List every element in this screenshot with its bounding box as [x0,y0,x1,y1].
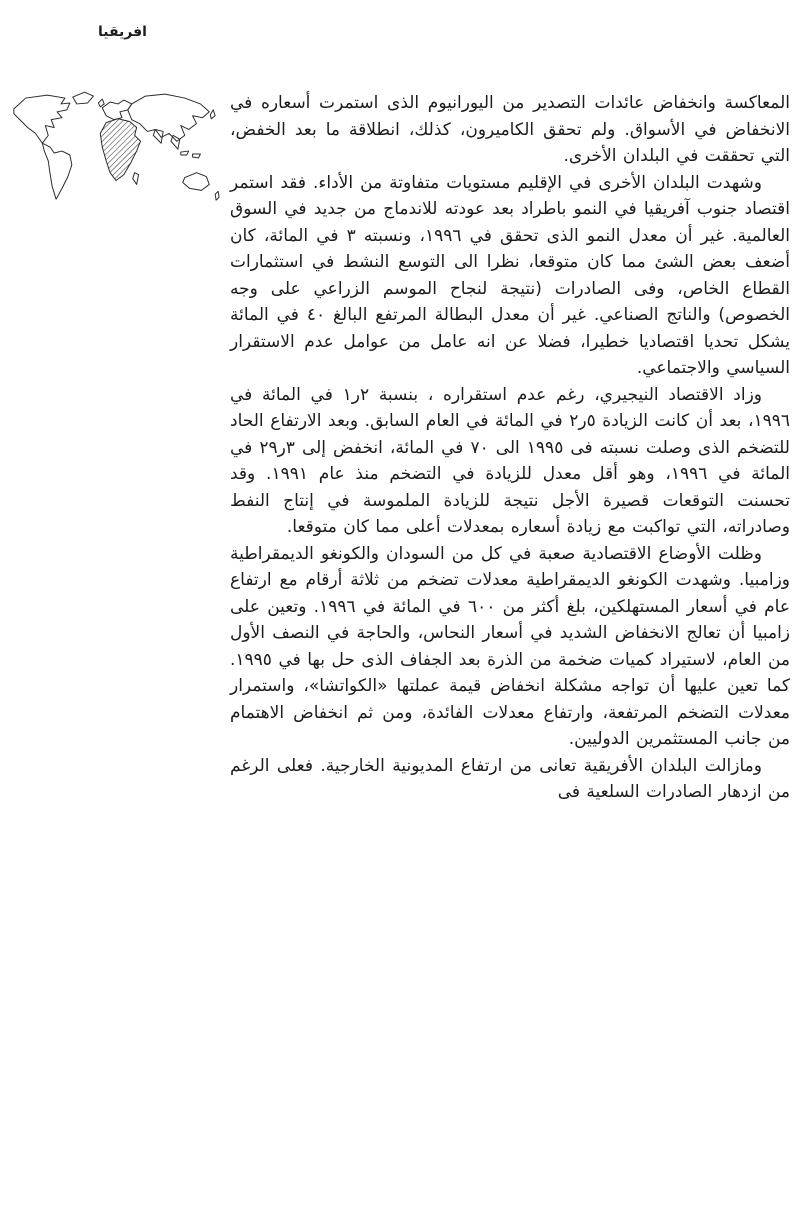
paragraph: وظلت الأوضاع الاقتصادية صعبة في كل من السودان والكونغو الديمقراطية وزامبيا. وشهدت الكونغو الديمقراطية معدلات تضخم من ثلاثة أرقام مع ارتفاع عام في أسعار المستهلكين، بلغ أكثر من ٦٠٠ في المائة في ١٩٩٦. وتعين على زامبيا أن تعالج الانخفاض الشديد في أسعار النحاس، والحاجة في النصف الأول من العام، لاستيراد كميات ضخمة من الذرة بعد الجفاف الذى حل بها في ١٩٩٥. كما تعين عليها أن تواجه مشكلة انخفاض قيمة عملتها «الكواتشا»، واستمرار معدلات التضخم المرتفعة، وارتفاع معدلات الفائدة، ومن ثم انخفاض الاهتمام من جانب المستثمرين الدوليين. [230,543,790,749]
world-map-icon [8,84,224,226]
paragraph: وزاد الاقتصاد النيجيري، رغم عدم استقراره ، بنسبة ٢ر١ في المائة في ١٩٩٦، بعد أن كانت الزيادة ٥ر٢ في المائة في العام السابق. وبعد الارتفاع الحاد للتضخم الذى وصلت نسبته فى ١٩٩٥ الى ٧٠ في المائة، انخفض إلى ٣ر٢٩ في المائة في ١٩٩٦، وهو أقل معدل للزيادة في التضخم منذ عام ١٩٩١. وقد تحسنت التوقعات قصيرة الأجل نتيجة للزيادة الملموسة في إنتاج النفط وصادراته، التي تواكبت مع زيادة أسعاره بمعدلات أعلى مما كان متوقعا. [230,384,790,537]
body-text [230,90,790,806]
paragraph-continuation: المعاكسة وانخفاض عائدات التصدير من اليورانيوم الذى استمرت أسعاره في الانخفاض في الأسواق. ولم تحقق الكاميرون، كذلك، انطلاقة ما بعد الخفض، التي تحققت في البلدان الأخرى. [230,93,790,166]
africa-highlight [100,119,140,181]
page-title: افريقيا [98,24,147,40]
paragraph: ومازالت البلدان الأفريقية تعانى من ارتفاع المديونية الخارجية. فعلى الرغم من ازدهار الصادرات السلعية فى [230,755,790,802]
world-map-figure [8,84,224,226]
paragraph: وشهدت البلدان الأخرى في الإقليم مستويات متفاوتة من الأداء. فقد استمر اقتصاد جنوب آفريقيا في النمو باطراد بعد عودته للاندماج من جديد في السوق العالمية. غير أن معدل النمو الذى تحقق في ١٩٩٦، ونسبته ٣ في المائة، كان أضعف بعض الشئ مما كان متوقعا، نظرا الى التوسع النشط في استثمارات القطاع الخاص، وفى الصادرات (نتيجة لنجاح الموسم الزراعي على وجه الخصوص) والناتج الصناعي. غير أن معدل البطالة المرتفع البالغ ٤٠ في المائة يشكل تحديا اقتصاديا خطيرا، فضلا عن انه عامل من عوامل عدم الاستقرار السياسي والاجتماعي. [230,172,791,378]
